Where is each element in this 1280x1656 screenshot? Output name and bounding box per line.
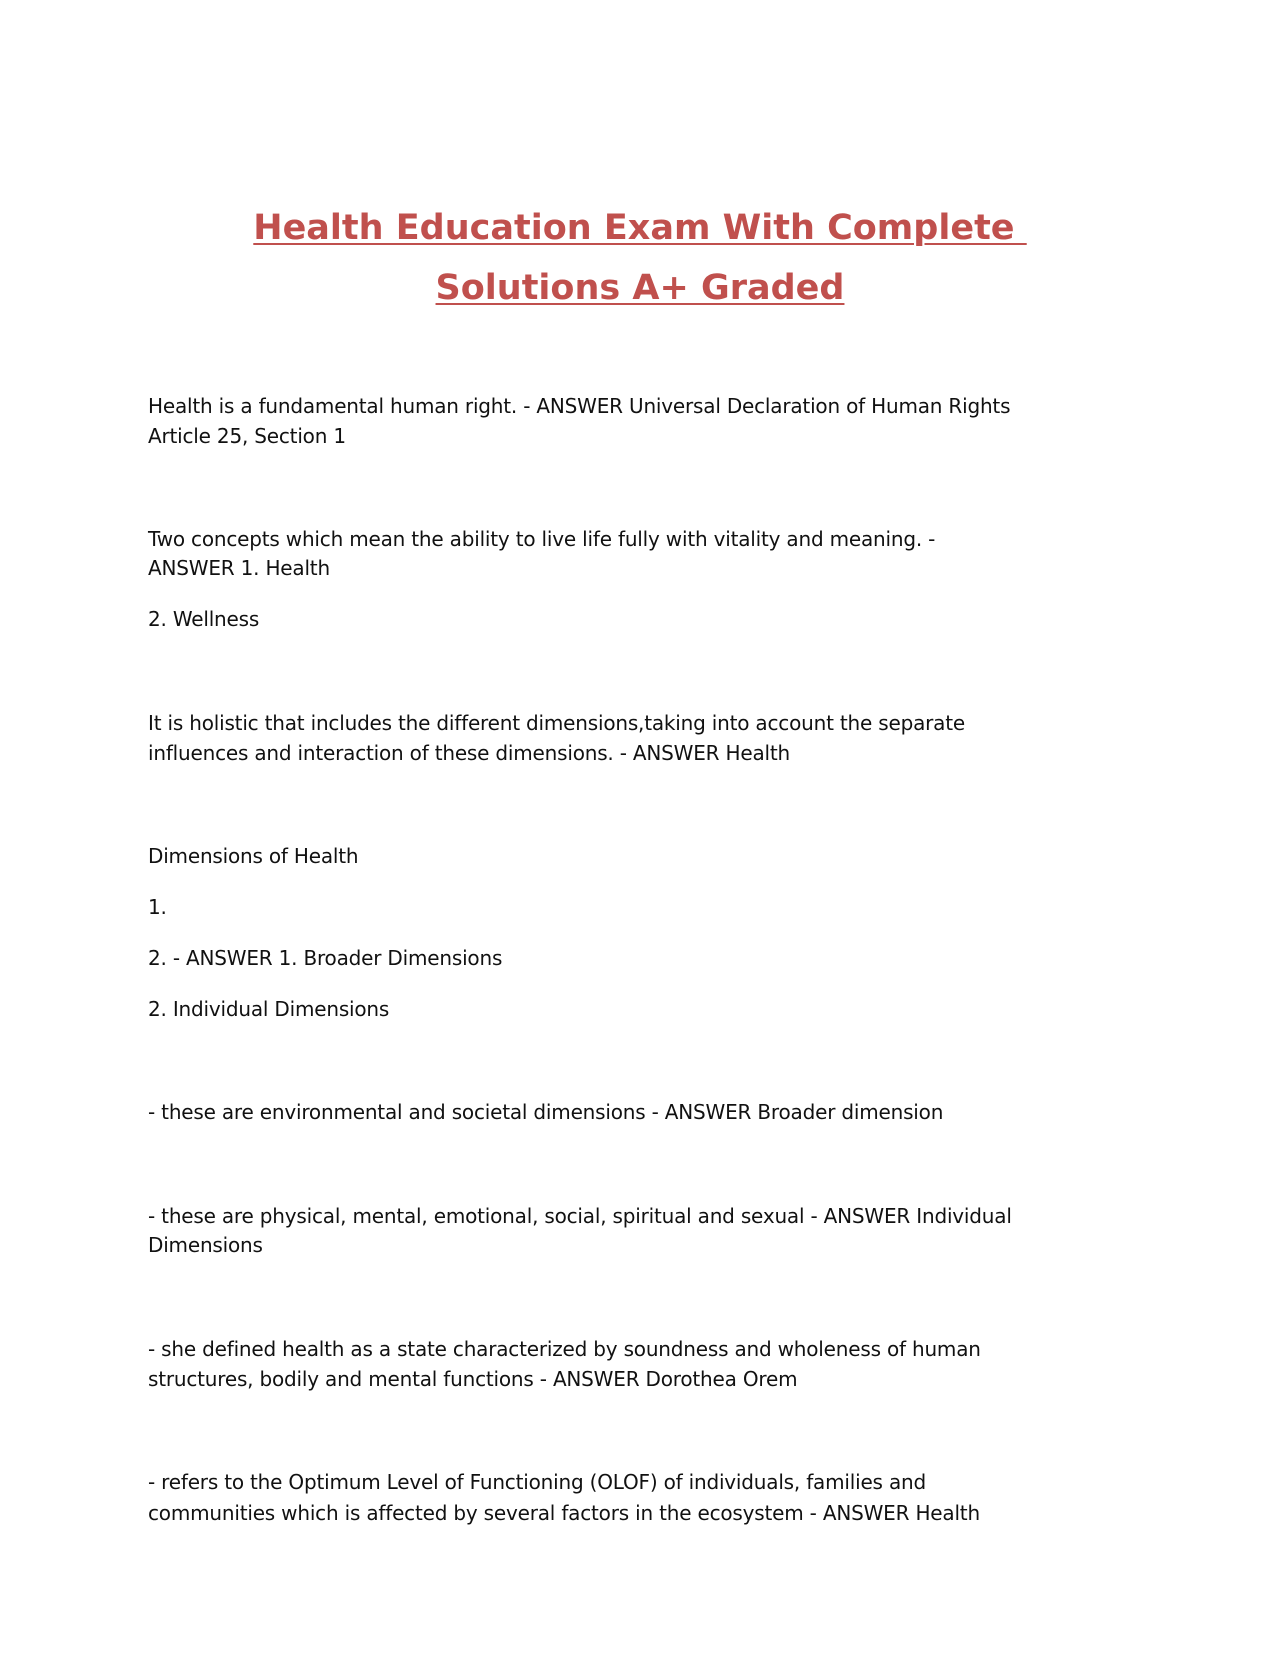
- qa-line: Health is a fundamental human right. - ANSWER Universal Declaration of Human Rights: [148, 394, 1011, 418]
- qa-line: - these are physical, mental, emotional, social, spiritual and sexual - ANSWER Individual: [148, 1204, 1012, 1228]
- qa-line: - these are environmental and societal dimensions - ANSWER Broader dimension: [148, 1100, 944, 1124]
- qa-line: 2. Wellness: [148, 607, 260, 631]
- qa-line: - she defined health as a state characterized by soundness and wholeness of human: [148, 1337, 981, 1361]
- qa-line: Dimensions: [148, 1233, 263, 1257]
- qa-line: Two concepts which mean the ability to live life fully with vitality and meaning. -: [148, 527, 936, 551]
- qa-line: Article 25, Section 1: [148, 424, 346, 448]
- qa-line: 2. Individual Dimensions: [148, 997, 390, 1021]
- title-text-2: Solutions A+ Graded: [435, 268, 845, 308]
- document-title-line-2: [0, 258, 1280, 318]
- qa-line: - refers to the Optimum Level of Functioning (OLOF) of individuals, families and: [148, 1470, 926, 1494]
- qa-line: 2. - ANSWER 1. Broader Dimensions: [148, 946, 503, 970]
- qa-line: ANSWER 1. Health: [148, 556, 330, 580]
- qa-line: Dimensions of Health: [148, 844, 359, 868]
- qa-line: It is holistic that includes the different dimensions,taking into account the separate: [148, 711, 965, 735]
- qa-line: 1.: [148, 895, 167, 919]
- document-title-line-1: [0, 198, 1280, 258]
- qa-line: influences and interaction of these dimensions. - ANSWER Health: [148, 741, 790, 765]
- qa-line: communities which is affected by several factors in the ecosystem - ANSWER Health: [148, 1501, 980, 1525]
- qa-line: structures, bodily and mental functions - ANSWER Dorothea Orem: [148, 1367, 798, 1391]
- title-text-1: Health Education Exam With Complete: [253, 208, 1027, 248]
